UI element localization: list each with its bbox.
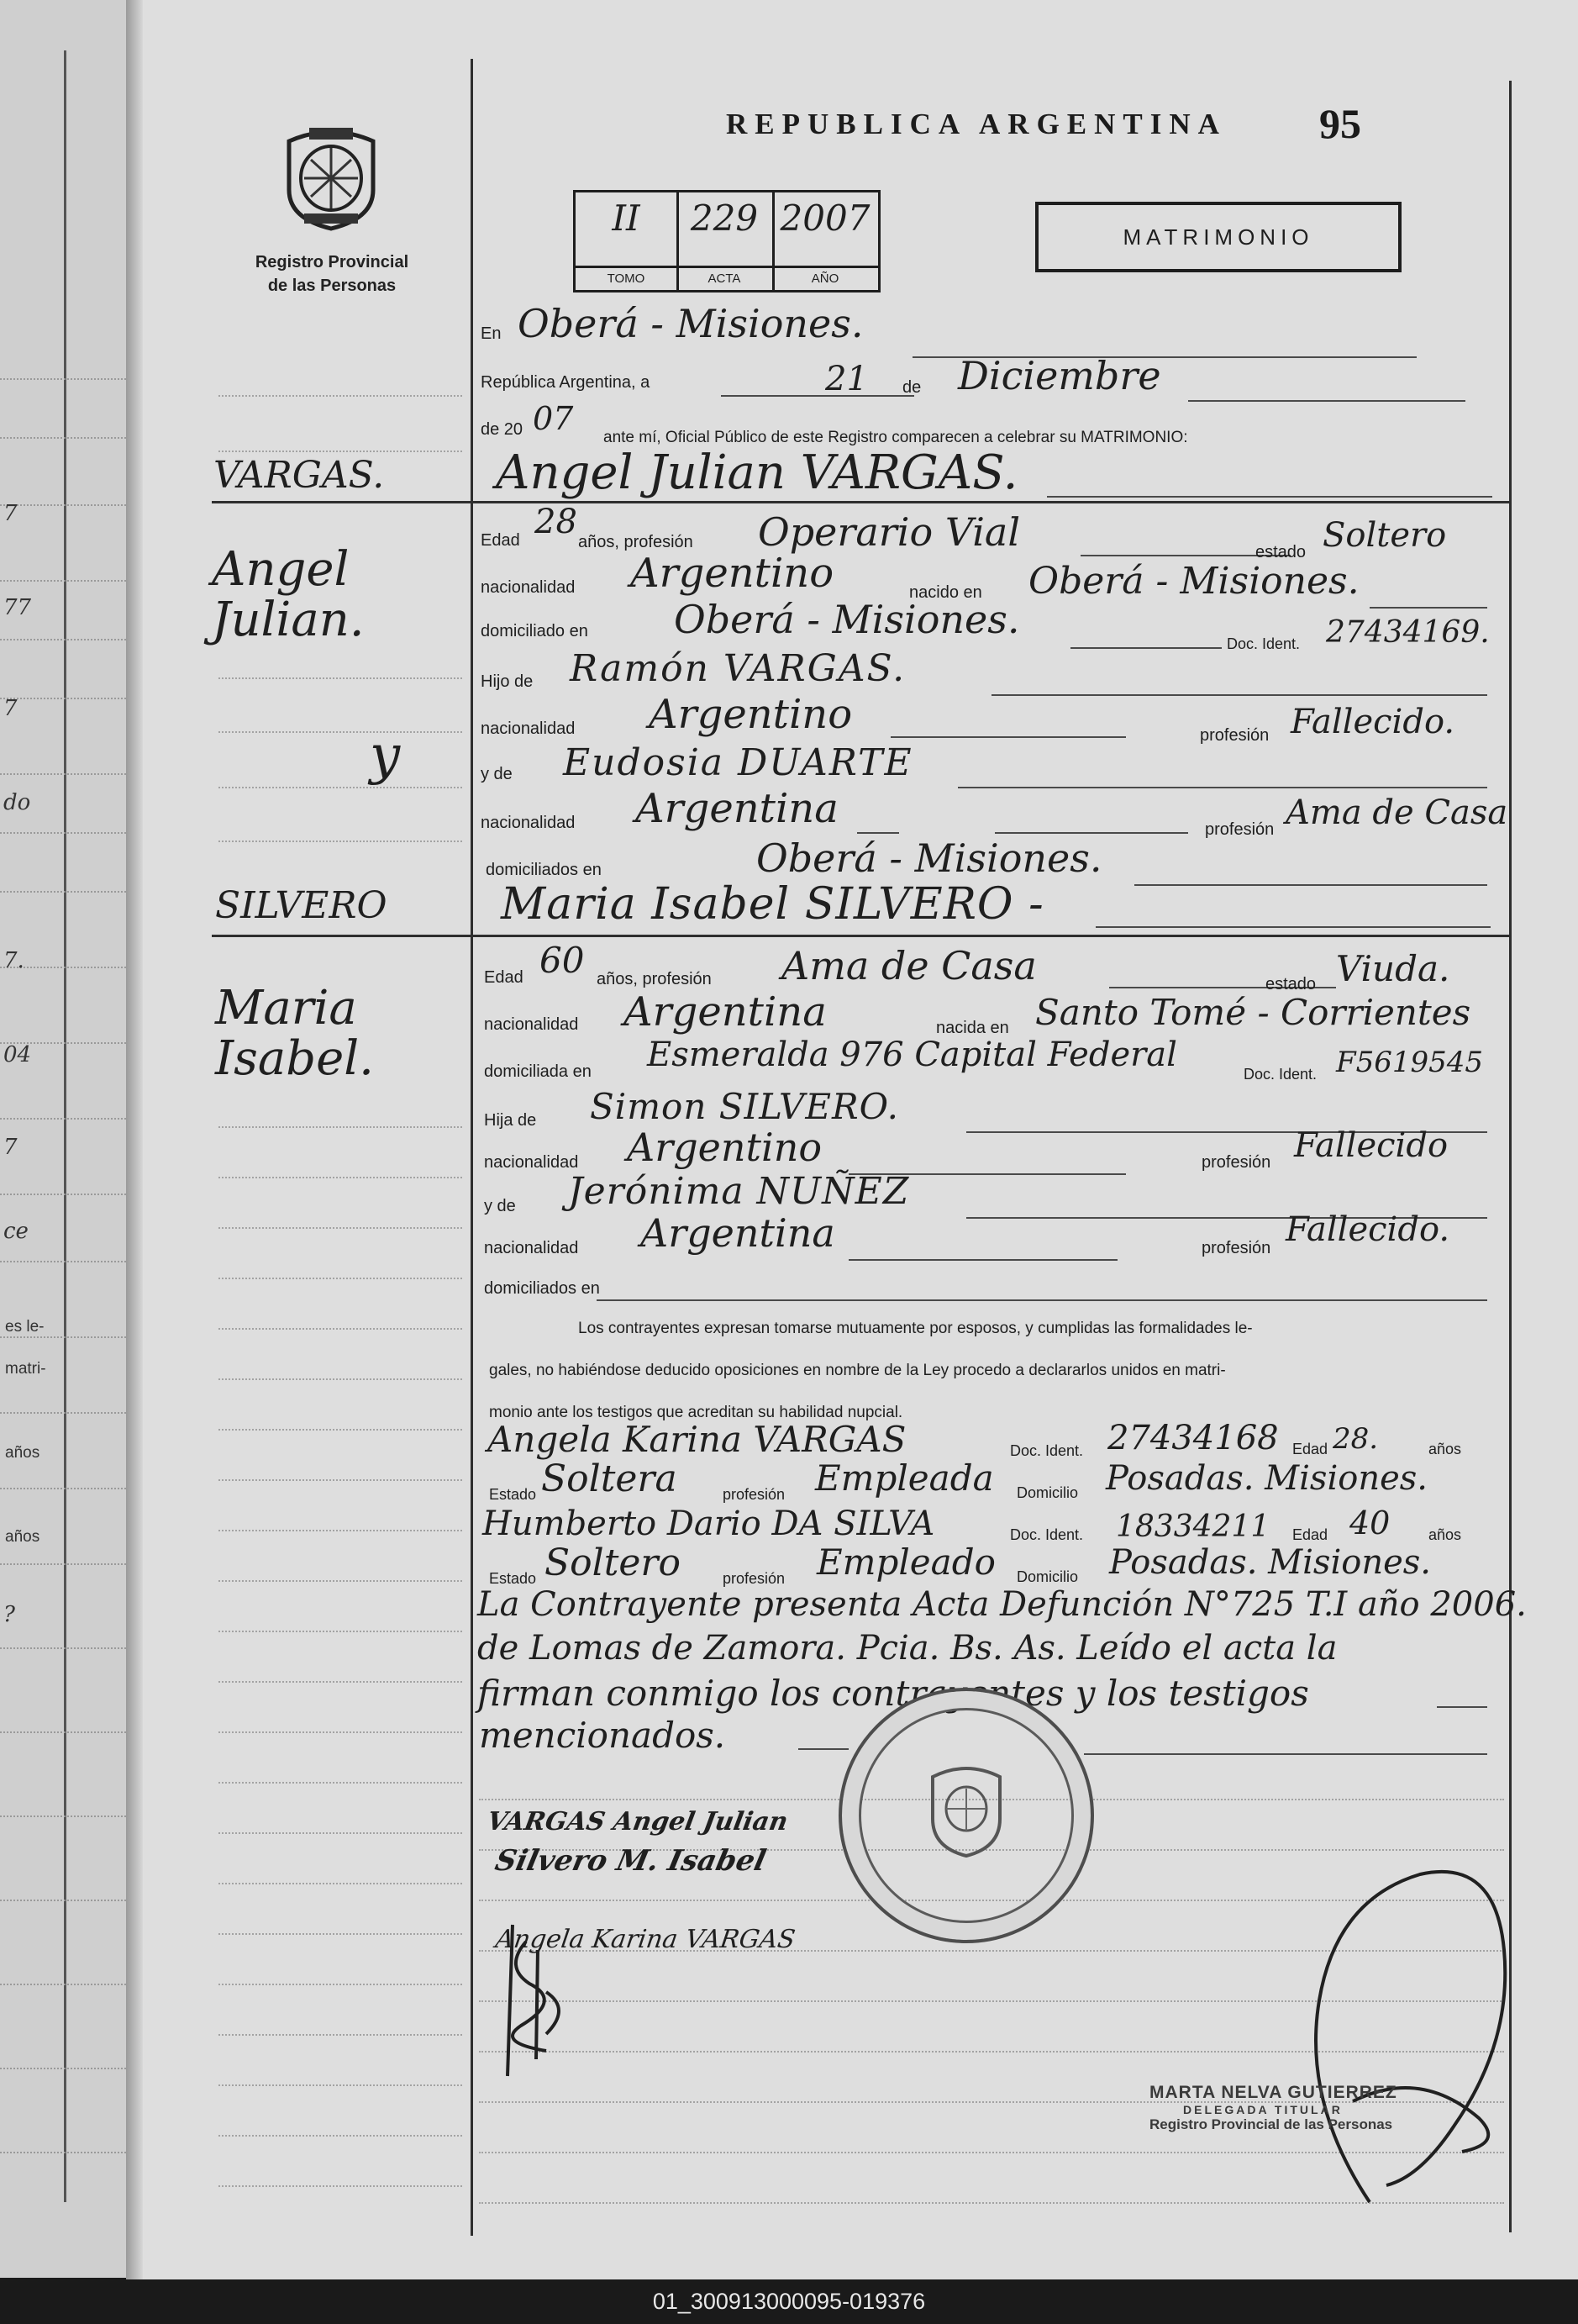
label-domicilio: Domicilio (1017, 1484, 1079, 1501)
label-nacionalidad: nacionalidad (484, 1239, 579, 1257)
margin-connector: y (370, 725, 401, 787)
label-profesion: profesión (723, 1486, 786, 1503)
prev-fragment: 7 (3, 501, 18, 526)
bride-full-name: Maria Isabel SILVERO - (501, 879, 1044, 930)
groom-parents-domicile: Oberá - Misiones. (756, 835, 1102, 881)
bride-mother-nationality: Argentina (640, 1210, 835, 1256)
label-domicilio: Domicilio (1017, 1568, 1079, 1585)
bride-father-nationality: Argentino (627, 1125, 823, 1170)
label-domiciliados: domiciliados en (484, 1279, 600, 1298)
label-estado-cap: Estado (489, 1486, 537, 1503)
record-type-box: MATRIMONIO (1035, 202, 1402, 272)
prev-fragment: 7. (3, 948, 24, 973)
groom-mother-profession: Ama de Casa (1286, 793, 1508, 832)
bride-doc: F5619545 (1336, 1046, 1484, 1079)
label-anos: años (1428, 1526, 1462, 1543)
bride-birthplace: Santo Tomé - Corrientes (1035, 992, 1471, 1033)
groom-birthplace: Oberá - Misiones. (1028, 560, 1360, 603)
binding-shadow (126, 0, 143, 2279)
label-domiciliado: domiciliado en (481, 622, 588, 640)
bride-domicile: Esmeralda 976 Capital Federal (647, 1036, 1177, 1074)
label-profesion: profesión (1205, 820, 1275, 839)
margin-bride-surname: SILVERO (215, 884, 387, 927)
bride-age: 60 (539, 940, 585, 981)
label-edad: Edad (481, 531, 520, 550)
label-de: de (902, 378, 922, 397)
groom-nationality: Argentino (630, 550, 834, 597)
groom-mother-nationality: Argentina (635, 785, 839, 832)
label-domiciliados: domiciliados en (486, 861, 602, 879)
margin-groom-given: Angel Julian. (212, 542, 365, 647)
label-edad: Edad (1292, 1441, 1328, 1457)
groom-full-name: Angel Julian VARGAS. (496, 445, 1018, 500)
witness-2-profession: Empleado (817, 1541, 996, 1583)
previous-page-edge (0, 0, 128, 2278)
bride-section-separator (212, 935, 1509, 937)
groom-doc: 27434169. (1326, 615, 1490, 650)
groom-father-profession: Fallecido. (1291, 703, 1455, 741)
prev-fragment: matri- (5, 1360, 46, 1378)
tomo-value: II (612, 198, 640, 239)
bride-profession: Ama de Casa (781, 943, 1037, 988)
registry-label: Registro Provincial de las Personas (255, 253, 409, 295)
acta-value: 229 (690, 198, 759, 239)
label-domiciliada: domiciliada en (484, 1062, 592, 1081)
label-profesion: profesión (1202, 1239, 1271, 1257)
witness-2-name: Humberto Dario DA SILVA (482, 1505, 935, 1543)
ano-value: 2007 (780, 198, 871, 239)
prev-fragment: do (3, 790, 31, 815)
acta-cell (676, 192, 775, 290)
acta-label: ACTA (676, 266, 772, 290)
prev-fragment: es le- (5, 1318, 45, 1336)
witness-1-age: 28. (1333, 1422, 1379, 1456)
label-estado: estado (1255, 543, 1307, 561)
witness-2-doc: 18334211 (1116, 1510, 1270, 1544)
prev-fragment: 7 (3, 1135, 18, 1160)
groom-age: 28 (534, 503, 577, 541)
label-estado: estado (1265, 975, 1317, 993)
bride-mother: Jerónima NUÑEZ (568, 1170, 910, 1213)
prev-fragment: 7 (3, 696, 18, 721)
label-edad: Edad (1292, 1526, 1328, 1543)
margin-bride-given: Maria Isabel. (215, 981, 374, 1086)
witness-1-profession: Empleada (815, 1457, 994, 1499)
signature-witness-1: Angela Karina VARGAS (493, 1925, 797, 1954)
label-en: En (481, 324, 502, 343)
bride-nationality: Argentina (623, 988, 827, 1036)
act-year-suffix: 07 (533, 400, 574, 437)
witness-2-status: Soltero (544, 1541, 681, 1584)
note-line-4: mencionados. (479, 1715, 726, 1756)
label-nacionalidad: nacionalidad (481, 814, 576, 832)
label-nacionalidad: nacionalidad (484, 1015, 579, 1034)
act-day: 21 (825, 360, 868, 398)
witness-1-status: Soltera (541, 1457, 677, 1500)
groom-profession: Operario Vial (758, 509, 1021, 555)
witness-1-doc: 27434168 (1107, 1419, 1279, 1457)
witness-1-name: Angela Karina VARGAS (487, 1419, 907, 1460)
label-y-de: y de (481, 765, 513, 783)
groom-section-separator (212, 501, 1509, 503)
note-line-1: La Contrayente presenta Acta Defunción N°725 T.I año 2006. (477, 1585, 1527, 1624)
label-nacionalidad: nacionalidad (484, 1153, 579, 1172)
label-republica: República Argentina, a (481, 373, 650, 392)
label-estado-cap: Estado (489, 1570, 537, 1587)
prev-fragment: años (5, 1528, 40, 1546)
label-nacida-en: nacida en (936, 1019, 1009, 1037)
seal-emblem-icon (842, 1691, 1091, 1940)
label-profesion: profesión (1200, 726, 1270, 745)
label-de-20: de 20 (481, 420, 523, 439)
provincial-crest-logo (279, 119, 383, 232)
label-nacionalidad: nacionalidad (481, 719, 576, 738)
groom-domicile: Oberá - Misiones. (674, 597, 1020, 642)
bride-mother-profession: Fallecido. (1286, 1210, 1450, 1249)
ano-label: AÑO (772, 266, 878, 290)
official-seal (839, 1688, 1094, 1943)
declaration-line-3: monio ante los testigos que acreditan su habilidad nupcial. (489, 1404, 903, 1421)
label-hija-de: Hija de (484, 1111, 537, 1130)
act-month: Diciembre (958, 353, 1161, 398)
label-doc-ident: Doc. Ident. (1227, 635, 1301, 652)
prev-fragment: ? (3, 1602, 15, 1627)
bride-status: Viuda. (1336, 948, 1450, 989)
signature-witness-2-scrawl (487, 1916, 580, 2084)
tomo-cell (576, 192, 679, 290)
label-ante: ante mí, Oficial Público de este Registro comparecen a celebrar su MATRIMONIO: (603, 429, 1188, 446)
prev-fragment: años (5, 1444, 40, 1462)
note-line-3: firman conmigo los contrayentes y los testigos (477, 1673, 1309, 1714)
ano-cell (772, 192, 878, 290)
prev-fragment: ce (3, 1219, 29, 1244)
bride-father: Simon SILVERO. (590, 1086, 899, 1127)
prev-page-margin-line (64, 50, 66, 2202)
prev-fragment: 04 (3, 1042, 32, 1067)
label-profesion: profesión (1202, 1153, 1271, 1172)
registrar-stamp: MARTA NELVA GUTIERREZ DELEGADA TITULAR Registro Provincial de las Personas (1149, 2083, 1397, 2132)
note-line-2: de Lomas de Zamora. Pcia. Bs. As. Leído el acta la (477, 1629, 1338, 1668)
bride-father-profession: Fallecido (1294, 1126, 1449, 1165)
register-page (126, 0, 1578, 2279)
signature-bride: Silvero M. Isabel (492, 1844, 770, 1878)
act-place: Oberá - Misiones. (518, 301, 864, 346)
label-y-de: y de (484, 1197, 516, 1215)
page-number: 95 (1319, 100, 1361, 147)
label-anos-profesion: años, profesión (597, 970, 712, 988)
witness-2-age: 40 (1349, 1505, 1391, 1541)
declaration-line-2: gales, no habiéndose deducido oposiciones en nombre de la Ley procedo a declararlos unidos en matri- (489, 1362, 1226, 1379)
tomo-acta-ano-box (573, 190, 881, 292)
label-edad: Edad (484, 968, 523, 987)
label-anos-profesion: años, profesión (578, 533, 693, 551)
groom-father-nationality: Argentino (649, 691, 853, 738)
label-nacionalidad: nacionalidad (481, 578, 576, 597)
groom-mother: Eudosia DUARTE (563, 741, 913, 784)
margin-column-divider (471, 59, 473, 2236)
declaration-line-1: Los contrayentes expresan tomarse mutuamente por esposos, y cumplidas las formalidades le- (578, 1320, 1253, 1337)
groom-status: Soltero (1323, 516, 1447, 555)
tomo-label: TOMO (576, 266, 676, 290)
label-profesion: profesión (723, 1570, 786, 1587)
margin-groom-surname: VARGAS. (213, 454, 385, 497)
label-doc-ident: Doc. Ident. (1244, 1066, 1318, 1083)
signature-official (1252, 1849, 1538, 2219)
country-heading: REPUBLICA ARGENTINA (726, 108, 1227, 140)
prev-fragment: 77 (3, 595, 32, 620)
image-id-caption: 01_300913000095-019376 (0, 2279, 1578, 2324)
groom-father: Ramón VARGAS. (570, 647, 907, 690)
label-hijo-de: Hijo de (481, 672, 534, 691)
witness-2-domicile: Posadas. Misiones. (1109, 1543, 1431, 1582)
label-doc-ident: Doc. Ident. (1010, 1442, 1084, 1459)
label-nacido-en: nacido en (909, 583, 982, 602)
witness-1-domicile: Posadas. Misiones. (1106, 1459, 1428, 1498)
signature-groom: VARGAS Angel Julian (484, 1807, 791, 1837)
label-anos: años (1428, 1441, 1462, 1457)
label-doc-ident: Doc. Ident. (1010, 1526, 1084, 1543)
